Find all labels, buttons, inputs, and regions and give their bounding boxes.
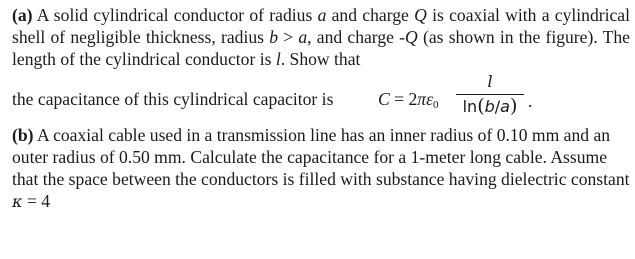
gt-symbol: > (278, 27, 299, 47)
fraction-numerator: l (487, 72, 493, 91)
var-b: b (269, 27, 278, 47)
part-a-label: (a) (12, 5, 33, 25)
part-b-label: (b) (12, 125, 34, 145)
pi-symbol: π (417, 89, 427, 109)
part-a-text: . Show that (280, 49, 361, 69)
part-a-text: is coaxial with a cylindrical shell of negligible thickness, radius (12, 5, 631, 47)
equation-lead-text: the capacitance of this cylindrical capacitor is (12, 89, 334, 109)
part-a-text: A solid cylindrical conductor of radius (32, 5, 318, 25)
part-b-text: A coaxial cable used in a transmission line has an inner radius of 0.10 mm and an outer radius of 0.50 mm. Calculate the capacitance for a 1-meter long cable. Assume that the space between the conductors is filled with substance having dielectric constant (12, 125, 630, 189)
fraction-denominator (454, 95, 526, 117)
kappa-value: = 4 (22, 191, 51, 211)
part-a-paragraph (12, 4, 630, 70)
part-b-paragraph (12, 124, 630, 213)
part-a-text: , and charge - (307, 27, 406, 47)
problem-text (12, 4, 630, 213)
ln-function: ln (462, 97, 478, 116)
kappa-symbol: κ (12, 192, 23, 211)
close-paren: ) (509, 95, 518, 117)
var-l: l (275, 49, 281, 69)
var-c: C (378, 89, 390, 109)
var-a: a (298, 27, 308, 47)
slash: / (494, 97, 501, 116)
epsilon-symbol: ε (426, 89, 434, 109)
epsilon-subscript: 0 (433, 99, 439, 111)
part-a-text: (as shown in the figure). The length of the cylindrical conductor is (12, 27, 630, 69)
open-paren: ( (477, 95, 485, 117)
var-a: a (317, 5, 327, 25)
capacitance-fraction (454, 72, 526, 117)
var-a: a (500, 97, 510, 116)
equals-two: = 2 (389, 89, 418, 109)
var-b: b (484, 97, 495, 116)
capacitance-formula (378, 88, 439, 116)
part-a-text: and charge (326, 5, 415, 25)
capacitance-equation-line (12, 72, 630, 118)
var-q: Q (405, 27, 418, 47)
var-q: Q (414, 5, 427, 25)
equation-period: . (528, 91, 533, 111)
